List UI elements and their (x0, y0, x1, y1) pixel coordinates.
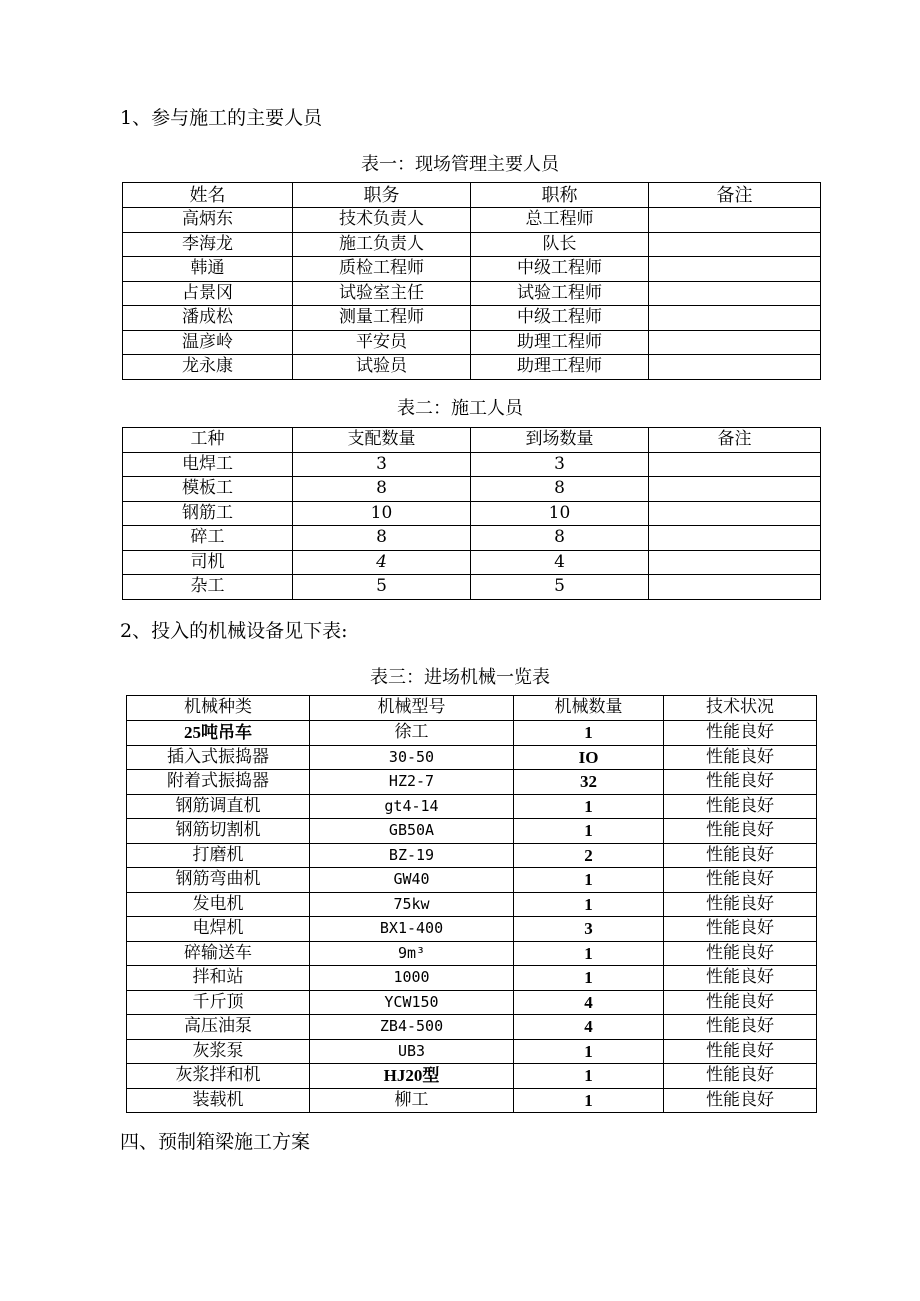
machine-count-cell: 1 (514, 868, 664, 893)
position-cell: 技术负责人 (293, 208, 471, 233)
title-cell: 助理工程师 (471, 355, 649, 380)
position-cell: 平安员 (293, 330, 471, 355)
condition-cell: 性能良好 (664, 770, 817, 795)
trade-cell: 电焊工 (123, 452, 293, 477)
position-cell: 质检工程师 (293, 257, 471, 282)
remark-cell (649, 306, 821, 331)
table-row (123, 355, 821, 380)
machine-count-cell: 4 (514, 990, 664, 1015)
condition-cell: 性能良好 (664, 966, 817, 991)
header-cell: 备注 (649, 428, 821, 453)
table-header-row (123, 428, 821, 453)
condition-cell: 性能良好 (664, 868, 817, 893)
machine-count-cell: 32 (514, 770, 664, 795)
allocated-count-cell: 4 (293, 550, 471, 575)
machine-model-cell: HZ2-7 (310, 770, 514, 795)
remark-cell (649, 330, 821, 355)
machine-type-text: 25吨吊车 (184, 722, 252, 742)
header-cell: 机械种类 (127, 696, 310, 721)
condition-cell: 性能良好 (664, 819, 817, 844)
onsite-count-cell: 8 (471, 526, 649, 551)
table-row (123, 575, 821, 600)
table-3-caption: 表三：进场机械一览表 (370, 667, 550, 688)
machine-model-cell: 柳工 (310, 1088, 514, 1113)
condition-cell: 性能良好 (664, 892, 817, 917)
condition-cell: 性能良好 (664, 1039, 817, 1064)
condition-cell: 性能良好 (664, 1064, 817, 1089)
title-cell: 试验工程师 (471, 281, 649, 306)
machine-count-cell: 1 (514, 819, 664, 844)
onsite-count-cell: 3 (471, 452, 649, 477)
machine-type-cell: 装载机 (127, 1088, 310, 1113)
section-4-heading: 四、预制箱梁施工方案 (120, 1131, 311, 1153)
trade-cell: 司机 (123, 550, 293, 575)
machine-model-cell: 1000 (310, 966, 514, 991)
header-cell: 机械数量 (514, 696, 664, 721)
table-row (127, 941, 817, 966)
table-row (123, 281, 821, 306)
title-cell: 队长 (471, 232, 649, 257)
header-cell: 机械型号 (310, 696, 514, 721)
table-row (127, 794, 817, 819)
machine-type-cell: 附着式振捣器 (127, 770, 310, 795)
construction-workers-table (122, 427, 821, 600)
remark-cell (649, 550, 821, 575)
remark-cell (649, 477, 821, 502)
allocated-count-cell: 3 (293, 452, 471, 477)
position-cell: 试验员 (293, 355, 471, 380)
machine-type-cell: 碎输送车 (127, 941, 310, 966)
header-cell: 职务 (293, 183, 471, 208)
machine-count-cell: 4 (514, 1015, 664, 1040)
table-row (123, 257, 821, 282)
table-row (127, 917, 817, 942)
management-staff-table (122, 182, 821, 380)
header-cell: 工种 (123, 428, 293, 453)
remark-cell (649, 452, 821, 477)
machine-count-cell: 1 (514, 720, 664, 745)
machine-model-cell: GB50A (310, 819, 514, 844)
condition-cell: 性能良好 (664, 1015, 817, 1040)
title-cell: 中级工程师 (471, 306, 649, 331)
condition-cell: 性能良好 (664, 843, 817, 868)
machine-count-cell: 3 (514, 917, 664, 942)
machine-model-cell: HJ20型 (310, 1064, 514, 1089)
position-cell: 测量工程师 (293, 306, 471, 331)
machine-model-cell: ZB4-500 (310, 1015, 514, 1040)
trade-cell: 杂工 (123, 575, 293, 600)
name-cell: 占景冈 (123, 281, 293, 306)
machine-type-cell: 高压油泵 (127, 1015, 310, 1040)
condition-cell: 性能良好 (664, 917, 817, 942)
table-row (127, 720, 817, 745)
machine-type-cell: 千斤顶 (127, 990, 310, 1015)
table-row (127, 966, 817, 991)
header-cell: 职称 (471, 183, 649, 208)
machine-count-cell: 2 (514, 843, 664, 868)
header-cell: 姓名 (123, 183, 293, 208)
machine-model-cell: 徐工 (310, 720, 514, 745)
remark-cell (649, 208, 821, 233)
name-cell: 高炳东 (123, 208, 293, 233)
table-row (123, 306, 821, 331)
machine-count-cell: 1 (514, 892, 664, 917)
header-cell: 备注 (649, 183, 821, 208)
condition-cell: 性能良好 (664, 794, 817, 819)
table-row (123, 452, 821, 477)
machine-type-cell: 电焊机 (127, 917, 310, 942)
table-row (127, 1088, 817, 1113)
table-row (123, 526, 821, 551)
table-header-row (127, 696, 817, 721)
name-cell: 韩通 (123, 257, 293, 282)
machine-model-cell: YCW150 (310, 990, 514, 1015)
onsite-count-cell: 4 (471, 550, 649, 575)
table-row (127, 745, 817, 770)
remark-cell (649, 232, 821, 257)
table-row (123, 232, 821, 257)
allocated-count-cell: 8 (293, 477, 471, 502)
machine-count-cell: IO (514, 745, 664, 770)
condition-cell: 性能良好 (664, 990, 817, 1015)
table-row (127, 868, 817, 893)
remark-cell (649, 355, 821, 380)
machine-type-cell: 插入式振捣器 (127, 745, 310, 770)
remark-cell (649, 526, 821, 551)
machine-type-cell: 钢筋调直机 (127, 794, 310, 819)
table-row (127, 819, 817, 844)
header-cell: 支配数量 (293, 428, 471, 453)
table-1-caption: 表一：现场管理主要人员 (361, 154, 559, 175)
machine-count-cell: 1 (514, 1064, 664, 1089)
machine-model-cell: 75kw (310, 892, 514, 917)
machine-type-cell: 打磨机 (127, 843, 310, 868)
machine-model-cell: BZ-19 (310, 843, 514, 868)
machine-type-cell: 钢筋弯曲机 (127, 868, 310, 893)
position-cell: 施工负责人 (293, 232, 471, 257)
machine-count-cell: 1 (514, 1039, 664, 1064)
condition-cell: 性能良好 (664, 720, 817, 745)
machine-model-cell: BX1-400 (310, 917, 514, 942)
section-2-heading: 2、投入的机械设备见下表: (120, 620, 348, 642)
table-row (127, 843, 817, 868)
title-cell: 中级工程师 (471, 257, 649, 282)
machine-type-cell: 发电机 (127, 892, 310, 917)
condition-cell: 性能良好 (664, 745, 817, 770)
table-row (123, 501, 821, 526)
machine-type-cell (127, 720, 310, 745)
machine-type-cell: 拌和站 (127, 966, 310, 991)
machine-model-cell: GW40 (310, 868, 514, 893)
machine-type-cell: 灰浆泵 (127, 1039, 310, 1064)
table-2-caption: 表二：施工人员 (397, 398, 523, 419)
header-cell: 到场数量 (471, 428, 649, 453)
condition-cell: 性能良好 (664, 1088, 817, 1113)
machine-type-cell: 灰浆拌和机 (127, 1064, 310, 1089)
condition-cell: 性能良好 (664, 941, 817, 966)
remark-cell (649, 281, 821, 306)
machine-model-cell: 9m³ (310, 941, 514, 966)
machine-model-cell: gt4-14 (310, 794, 514, 819)
name-cell: 潘成松 (123, 306, 293, 331)
machine-model-cell: UB3 (310, 1039, 514, 1064)
table-row (123, 330, 821, 355)
table-row (123, 477, 821, 502)
machine-type-cell: 钢筋切割机 (127, 819, 310, 844)
title-cell: 助理工程师 (471, 330, 649, 355)
machinery-table (126, 695, 817, 1113)
remark-cell (649, 575, 821, 600)
header-cell: 技术状况 (664, 696, 817, 721)
trade-cell: 模板工 (123, 477, 293, 502)
onsite-count-cell: 5 (471, 575, 649, 600)
allocated-count-cell: 10 (293, 501, 471, 526)
table-row (123, 550, 821, 575)
table-row (127, 1064, 817, 1089)
position-cell: 试验室主任 (293, 281, 471, 306)
machine-count-cell: 1 (514, 794, 664, 819)
machine-model-cell: 30-50 (310, 745, 514, 770)
title-cell: 总工程师 (471, 208, 649, 233)
table-row (127, 990, 817, 1015)
table-row (127, 770, 817, 795)
allocated-count-cell: 5 (293, 575, 471, 600)
name-cell: 温彦岭 (123, 330, 293, 355)
table-row (123, 208, 821, 233)
allocated-count-cell: 8 (293, 526, 471, 551)
trade-cell: 碎工 (123, 526, 293, 551)
table-header-row (123, 183, 821, 208)
remark-cell (649, 257, 821, 282)
table-row (127, 1039, 817, 1064)
onsite-count-cell: 10 (471, 501, 649, 526)
section-1-heading: 1、参与施工的主要人员 (120, 107, 323, 129)
table-row (127, 892, 817, 917)
machine-count-cell: 1 (514, 966, 664, 991)
table-row (127, 1015, 817, 1040)
machine-count-cell: 1 (514, 941, 664, 966)
onsite-count-cell: 8 (471, 477, 649, 502)
name-cell: 李海龙 (123, 232, 293, 257)
trade-cell: 钢筋工 (123, 501, 293, 526)
remark-cell (649, 501, 821, 526)
machine-count-cell: 1 (514, 1088, 664, 1113)
name-cell: 龙永康 (123, 355, 293, 380)
